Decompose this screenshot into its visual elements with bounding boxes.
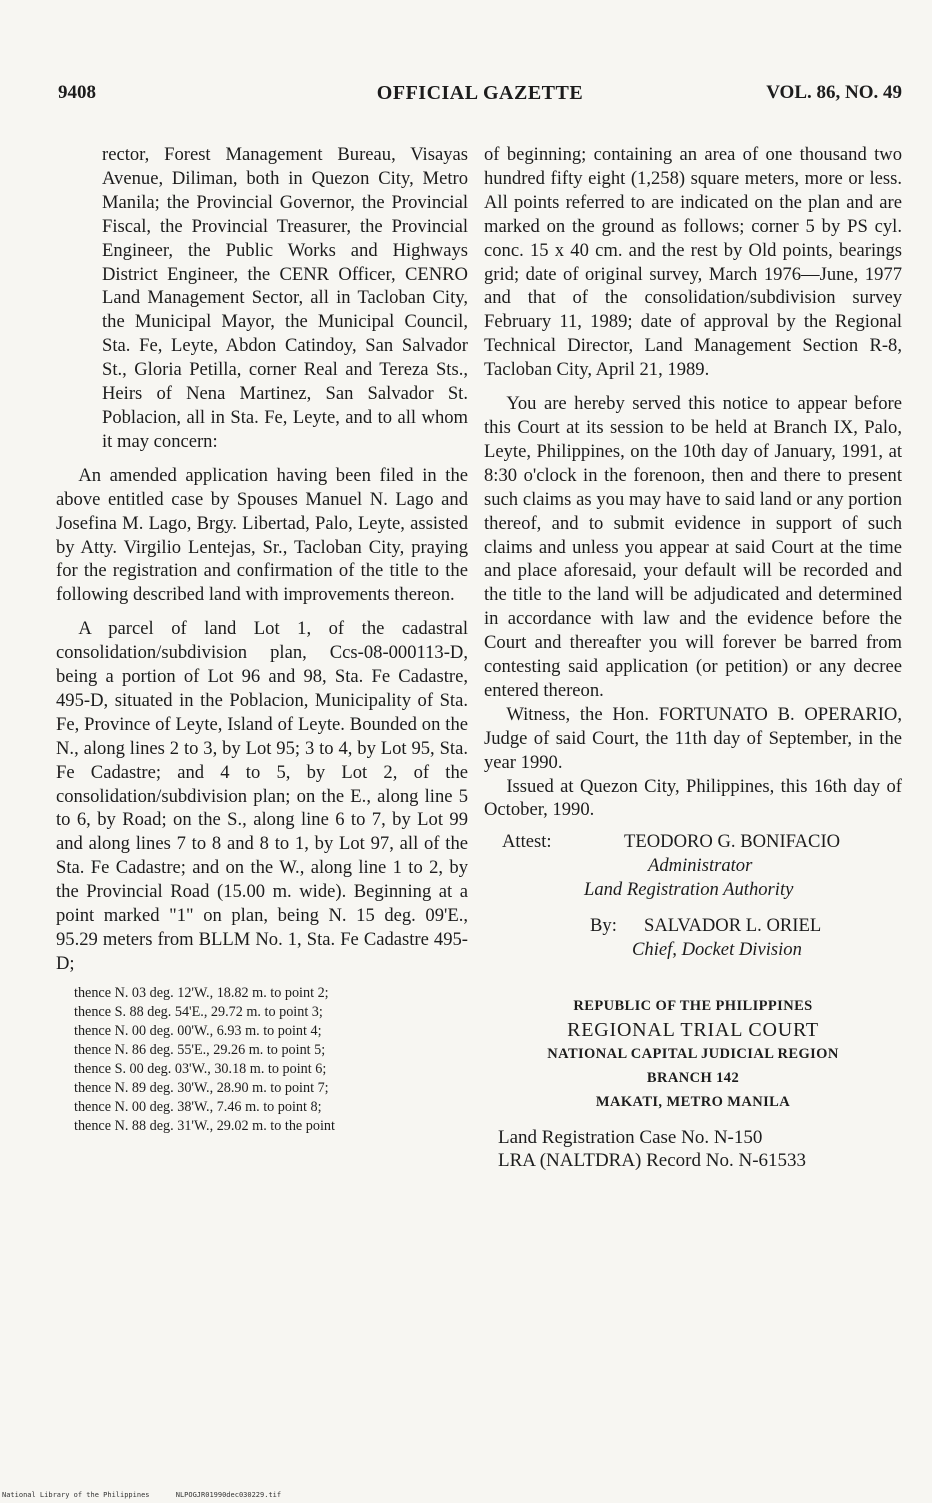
file-name: NLPOGJR01990dec030229.tif <box>175 1491 282 1499</box>
court-line-rtc: REGIONAL TRIAL COURT <box>567 1019 819 1042</box>
court-line-location: MAKATI, METRO MANILA <box>595 1094 791 1111</box>
court-line-branch: BRANCH 142 <box>646 1070 740 1087</box>
administrator-name: TEODORO G. BONIFACIO <box>624 831 841 853</box>
court-line-region: NATIONAL CAPITAL JUDICIAL REGION <box>547 1046 839 1063</box>
addressee-list: rector, Forest Management Bureau, Visayas Avenue, Diliman, both in Quezon City, Metro Manila; the Provincial Governor, the Provincial Fiscal, the Provincial Treasurer, the Provincial Engineer, the Public Works and Highways District Engineer, the CENR Officer, CENRO Land Management Sector, all in Tacloban City, the Municipal Mayor, the Municipal Council, Sta. Fe, Leyte, Abdon Catindoy, San Salvador St., Gloria Petilla, corner Real and Tereza Sts., Heirs of Nena Martinez, San Salvador St. Poblacion, all in Sta. Fe, Leyte, and to all whom it may concern: <box>102 144 468 452</box>
left-column <box>56 143 468 1136</box>
judge-name: FORTUNATO B. OPERARIO, <box>658 703 902 725</box>
parcel-description: A parcel of land Lot 1, of the cadastral consolidation/subdivision plan, Ccs-08-000113-D, being a portion of Lot 96 and 98, Sta. Fe Cadastre, 495-D, situated in the Poblacion, Municipality of Sta. Fe, Province of Leyte, Island of Leyte. Bounded on the N., along lines 2 to 3, by Lot 95; 3 to 4, by Lot 95, Sta. Fe Cadastre; and 4 to 5, by Lot 2, of the consolidation/subdivision plan; on the E., along line 5 to 6, by Road; on the S., along line 6 to 7, by Lot 99 and along lines 7 to 8 and 8 to 1, by Lot 97, all of the Sta. Fe Cadastre; and on the W., along line 1 to 2, by the Provincial Road (15.00 m. wide). Beginning at a point marked "1" on plan, being N. 15 deg. 09'E., 95.29 meters from BLLM No. 1, Sta. Fe Cadastre 495-D; <box>56 618 468 974</box>
attestation-block <box>484 830 902 980</box>
court-heading <box>484 994 902 1114</box>
authority-name: Land Registration Authority <box>584 879 794 901</box>
bearing-line: thence N. 03 deg. 12'W., 18.82 m. to point 2; <box>74 984 329 1001</box>
bearing-line: thence N. 86 deg. 55'E., 29.26 m. to point 5; <box>74 1041 326 1058</box>
case-reference <box>484 1126 902 1172</box>
court-line-republic: REPUBLIC OF THE PHILIPPINES <box>573 998 813 1015</box>
bearings-list <box>56 984 468 1136</box>
right-column <box>484 143 902 1172</box>
record-number: LRA (NALTDRA) Record No. N-61533 <box>498 1150 807 1172</box>
chief-role: Chief, Docket Division <box>632 939 802 961</box>
page-header <box>58 82 902 114</box>
notice-paragraph: You are hereby served this notice to appear before this Court at its session to be held at Branch IX, Palo, Leyte, Philippines, on the 10th day of January, 1991, at 8:30 o'clock in the forenoon, then and there to present such claims as you may have to said land or any portion thereof, and to submit evidence in support of such claims and unless you appear at said Court at the time and place aforesaid, your default will be recorded and the title to the land will be adjudicated and determined in accordance with law and the evidence before the Court and thereafter you will forever be barred from contesting said application (or petition) or any decree entered thereon. <box>484 393 902 701</box>
witness-paragraph <box>484 703 902 775</box>
administrator-role: Administrator <box>648 855 753 877</box>
application-paragraph: An amended application having been filed in the above entitled case by Spouses Manuel N. Lago and Josefina M. Lago, Brgy. Libertad, Palo, Leyte, assisted by Atty. Virgilio Lentejas, Sr., Tacloban City, praying for the registration and confirmation of the title to the following described land with improvements thereon. <box>56 464 468 606</box>
issued-paragraph: Issued at Quezon City, Philippines, this 16th day of October, 1990. <box>484 775 902 821</box>
library-credit: National Library of the Philippines <box>2 1491 150 1499</box>
bearing-line: thence N. 00 deg. 00'W., 6.93 m. to point 4; <box>74 1022 322 1039</box>
bearing-line: thence N. 89 deg. 30'W., 28.90 m. to point 7; <box>74 1079 329 1096</box>
attest-label: Attest: <box>502 831 552 853</box>
bearing-line: thence S. 88 deg. 54'E., 29.72 m. to point 3; <box>74 1003 323 1020</box>
case-number: Land Registration Case No. N-150 <box>498 1127 763 1149</box>
by-label: By: <box>590 915 617 937</box>
chief-name: SALVADOR L. ORIEL <box>644 915 822 937</box>
bearing-line: thence N. 00 deg. 38'W., 7.46 m. to point 8; <box>74 1098 322 1115</box>
witness-prefix: Witness, the Hon. <box>506 703 649 725</box>
bearing-line: thence S. 00 deg. 03'W., 30.18 m. to point 6; <box>74 1060 327 1077</box>
witness-rest: Judge of said Court, the 11th day of September, in the year 1990. <box>484 727 902 773</box>
page-number: 9408 <box>58 82 96 103</box>
gazette-title: OFFICIAL GAZETTE <box>376 82 584 104</box>
survey-continuation: of beginning; containing an area of one thousand two hundred fifty eight (1,258) square meters, more or less. All points referred to are indicated on the plan and are marked on the ground as follows; corner 5 by PS cyl. conc. 15 x 40 cm. and the rest by Old points, bearings grid; date of original survey, March 1976—June, 1977 and that of the consolidation/subdivision survey February 11, 1989; date of approval by the Regional Technical Director, Land Management Section R-8, Tacloban City, April 21, 1989. <box>484 144 902 381</box>
bearing-line: thence N. 88 deg. 31'W., 29.02 m. to the point <box>74 1117 335 1134</box>
scan-footer <box>2 1491 303 1499</box>
volume-issue: VOL. 86, NO. 49 <box>766 82 902 103</box>
